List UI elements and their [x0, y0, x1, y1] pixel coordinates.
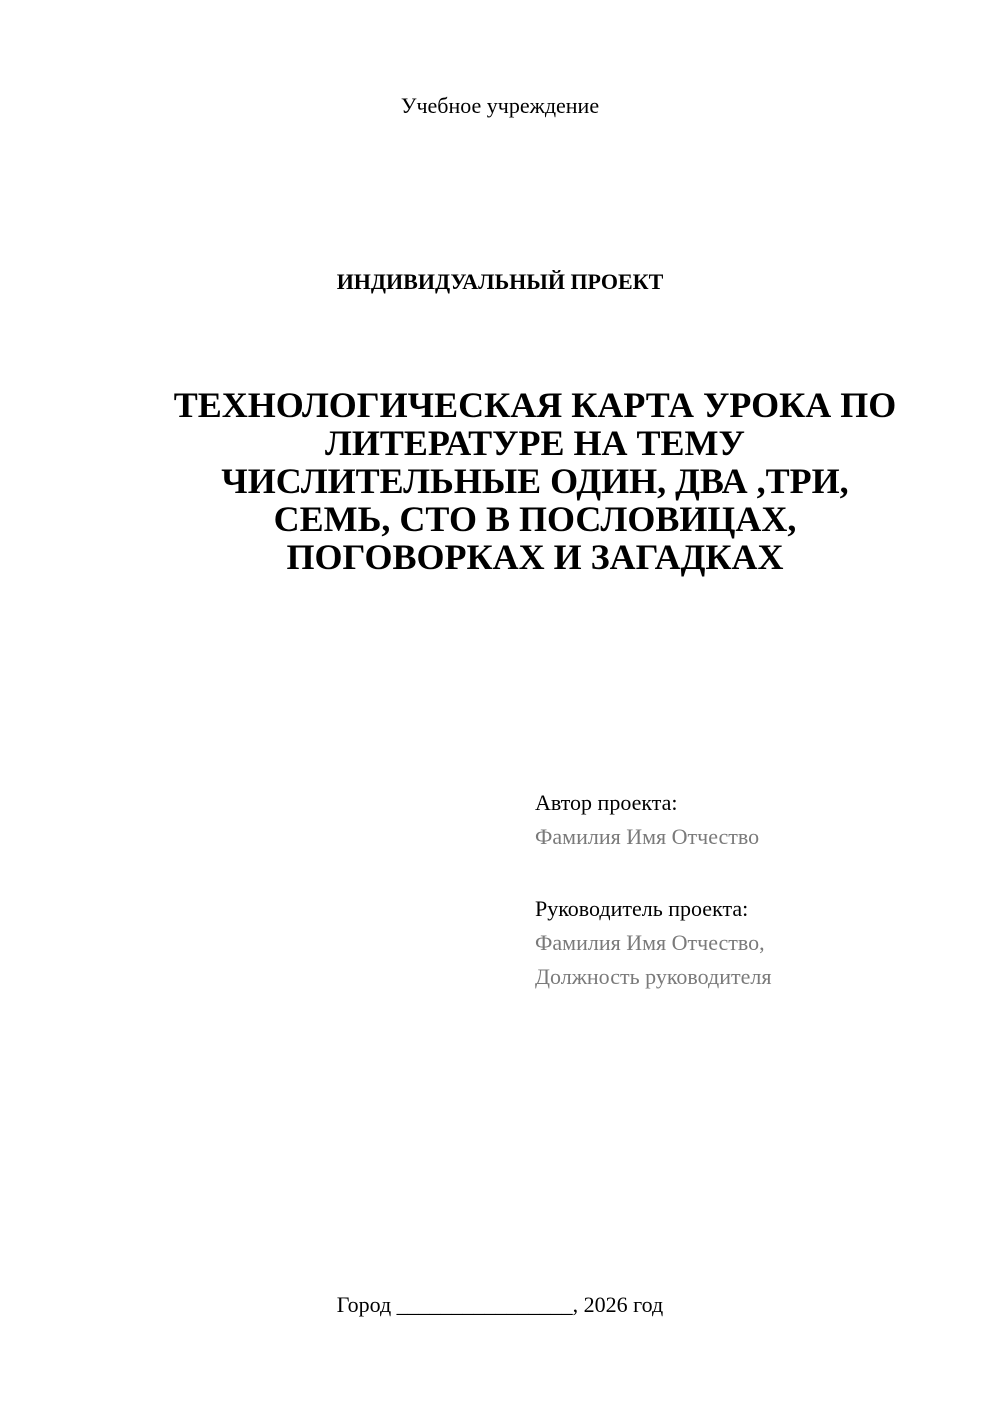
institution-name: Учебное учреждение	[400, 93, 600, 118]
supervisor-position: Должность руководителя	[535, 964, 772, 989]
title-line: СЕМЬ, СТО В ПОСЛОВИЦАХ,	[273, 499, 797, 539]
project-title	[140, 386, 930, 576]
supervisor-name: Фамилия Имя Отчество,	[535, 930, 765, 955]
project-type-heading: ИНДИВИДУАЛЬНЫЙ ПРОЕКТ	[336, 269, 664, 294]
supervisor-label: Руководитель проекта:	[535, 896, 749, 921]
title-line: ТЕХНОЛОГИЧЕСКАЯ КАРТА УРОКА ПО	[173, 385, 897, 425]
title-line: ЧИСЛИТЕЛЬНЫЕ ОДИН, ДВА ,ТРИ,	[221, 461, 849, 501]
city-year-footer: Город ________________, 2026 год	[336, 1292, 664, 1317]
author-block	[535, 786, 975, 854]
author-label: Автор проекта:	[535, 790, 678, 815]
title-line: ПОГОВОРКАХ И ЗАГАДКАХ	[286, 537, 784, 577]
author-name: Фамилия Имя Отчество	[535, 824, 760, 849]
title-line: ЛИТЕРАТУРЕ НА ТЕМУ	[325, 423, 745, 463]
supervisor-block	[535, 892, 975, 994]
